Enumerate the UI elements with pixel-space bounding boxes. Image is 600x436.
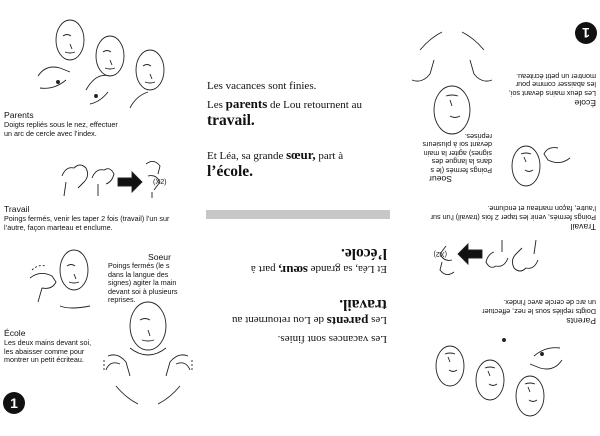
- page-number-right: 1: [575, 22, 597, 44]
- travail-repeat: (X2): [153, 177, 167, 186]
- ecole-sign-illustration: [100, 300, 196, 410]
- ecole-description-flipped: Les deux mains devant soi, les abaisser comme pour montrer un petit écriteau.: [508, 71, 596, 98]
- soeur-sign-illustration: [30, 248, 100, 310]
- parents-sign-illustration-flipped: [430, 328, 570, 420]
- travail-title: Travail: [4, 204, 30, 214]
- soeur-description: Poings fermés (le s dans la langue des signes) agiter la main devant soi à plusieurs reprises.: [108, 261, 178, 305]
- story-line-2: Les parents de Lou retournent au: [207, 96, 362, 111]
- parents-description-flipped: Doigts repliés sous le nez, effectuer un arc de cercle avec l’index.: [482, 298, 596, 316]
- parents-description: Doigts repliés sous le nez, effectuer un arc de cercle avec l’index.: [4, 120, 118, 138]
- keyword-ecole: l’école.: [207, 163, 254, 180]
- keyword-travail: travail.: [207, 112, 255, 129]
- story-text-upright: [207, 79, 387, 179]
- story-line-4-flipped: Et Léa, sa grande sœur, part à: [250, 263, 387, 278]
- soeur-title-flipped: Soeur: [429, 174, 452, 184]
- story-line-2-flipped: Les parents de Lou retournent au: [232, 314, 387, 329]
- story-line-4: Et Léa, sa grande sœur, part à: [207, 147, 344, 162]
- keyword-soeur: sœur,: [286, 147, 316, 162]
- ecole-title: École: [4, 328, 26, 338]
- parents-title-flipped: Parents: [566, 316, 596, 326]
- soeur-title: Soeur: [148, 252, 171, 262]
- travail-repeat-flipped: (X2): [433, 250, 447, 259]
- soeur-description-flipped: Poings fermés (le s dans la langue des signes) agiter la main devant soi à plusieurs reprises.: [422, 131, 492, 175]
- ecole-sign-illustration-flipped: [404, 26, 500, 136]
- travail-sign-illustration-flipped: [430, 238, 540, 280]
- ecole-title-flipped: École: [574, 98, 596, 108]
- travail-description: Poings fermés, venir les taper 2 fois (travail) l’un sur l’autre, façon marteau et enclume.: [4, 214, 170, 232]
- travail-title-flipped: Travail: [570, 222, 596, 232]
- story-text-flipped: Les vacances sont finies. Les parents de Lou retournent au travail. Et Léa, sa grande sœur, part à l’école.: [207, 246, 387, 346]
- story-line-1: Les vacances sont finies.: [207, 80, 317, 92]
- ecole-description: Les deux mains devant soi, les abaisser comme pour montrer un petit écriteau.: [4, 338, 92, 365]
- page-number-left: 1: [3, 392, 25, 414]
- soeur-sign-illustration-flipped: [500, 126, 570, 188]
- keyword-parents: parents: [225, 96, 268, 111]
- parents-title: Parents: [4, 110, 34, 120]
- story-line-1-flipped: Les vacances sont finies.: [277, 333, 387, 345]
- parents-sign-illustration: [30, 16, 170, 108]
- right-page-flipped: [410, 0, 600, 436]
- gray-divider-bar: [206, 210, 390, 219]
- travail-description-flipped: Poings fermés, venir les taper 2 fois (travail) l’un sur l’autre, façon marteau et enclume.: [430, 204, 596, 222]
